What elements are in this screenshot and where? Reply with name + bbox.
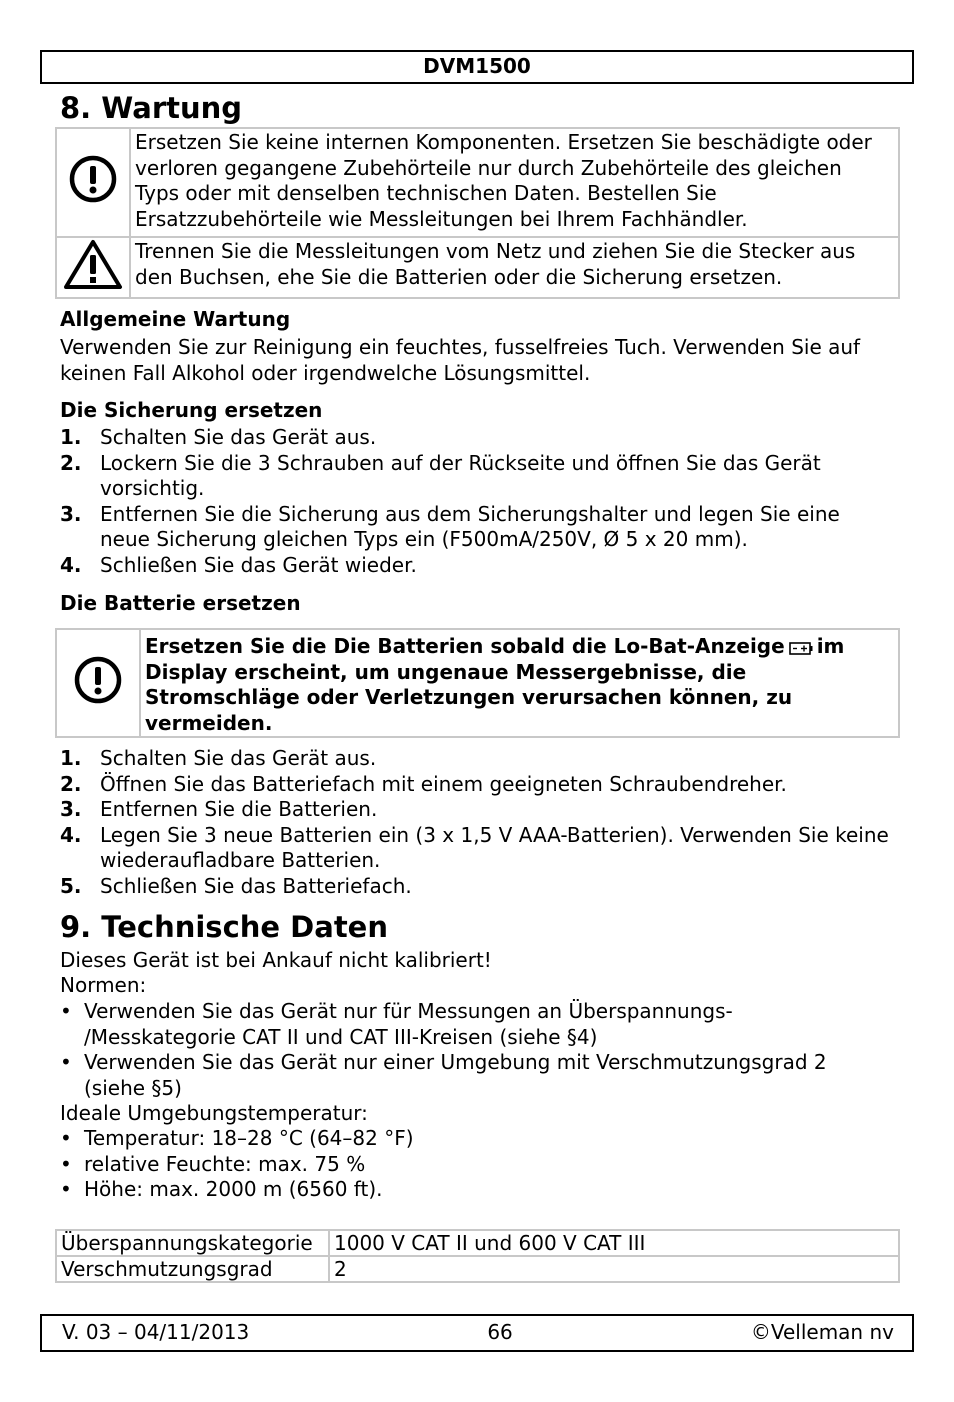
battery-steps (60, 746, 890, 900)
list-item: • Verwenden Sie das Gerät nur einer Umgebung mit Verschmutzungsgrad 2 (siehe §5) (60, 1050, 827, 1100)
list-item (60, 425, 890, 451)
list-item (60, 797, 890, 823)
step-number: 4. (60, 822, 82, 847)
battery-heading: Die Batterie ersetzen (60, 591, 301, 615)
norms-list (60, 999, 875, 1101)
spec-table (55, 1229, 900, 1283)
step-text: Schließen Sie das Batteriefach. (100, 873, 412, 898)
exclamation-circle-icon (68, 154, 118, 204)
calibration-note: Dieses Gerät ist bei Ankauf nicht kalibriert! (60, 948, 492, 972)
list-item (60, 746, 890, 772)
battery-icon (789, 641, 813, 655)
step-number: 2. (60, 771, 82, 796)
notice-text: Trennen Sie die Messleitungen vom Netz und ziehen Sie die Stecker aus den Buchsen, ehe Sie die Batterien oder die Sicherung ersetzen. (130, 237, 899, 298)
step-number: 5. (60, 873, 82, 898)
exclamation-circle-icon (73, 655, 123, 705)
norms-label: Normen: (60, 973, 147, 997)
notice-icon-cell (56, 128, 130, 237)
list-item (60, 772, 890, 798)
table-row (56, 1256, 899, 1282)
list-item (60, 502, 890, 553)
list-item (60, 553, 890, 579)
bullet-text: Temperatur: 18–28 °C (64–82 °F) (84, 1126, 414, 1150)
step-text: Entfernen Sie die Batterien. (100, 797, 378, 822)
footer-version: V. 03 – 04/11/2013 (62, 1320, 250, 1345)
notice-row (56, 237, 899, 298)
notice-text: Ersetzen Sie keine internen Komponenten. Ersetzen Sie beschädigte oder verloren gegangene Zubehörteile nur durch Zubehörteile des gleichen Typs oder mit denselben technischen Daten. Bestellen Sie Ersatzzubehörteile wie Messleitungen bei Ihrem Fachhändler. (130, 128, 899, 237)
notice-row (56, 128, 899, 237)
notice-row (56, 629, 899, 737)
step-text: Schließen Sie das Gerät wieder. (100, 552, 417, 577)
step-text: Schalten Sie das Gerät aus. (100, 425, 377, 449)
section-9-heading: 9. Technische Daten (60, 910, 388, 944)
warning-triangle-icon (62, 238, 124, 290)
step-text: Schalten Sie das Gerät aus. (100, 746, 377, 770)
battery-notice (55, 628, 900, 738)
general-maintenance-text: Verwenden Sie zur Reinigung ein feuchtes, fusselfreies Tuch. Verwenden Sie auf keinen Fall Alkohol oder irgendwelche Lösungsmittel. (60, 335, 861, 385)
notice-text-start: Ersetzen Sie die Die Batterien sobald die Lo-Bat-Anzeige (145, 634, 785, 658)
header-title: DVM1500 (423, 54, 531, 79)
ambient-temp-label: Ideale Umgebungstemperatur: (60, 1101, 368, 1125)
spec-key: Verschmutzungsgrad (56, 1256, 329, 1282)
step-number: 3. (60, 797, 82, 822)
list-item: • Höhe: max. 2000 m (6560 ft). (60, 1177, 383, 1202)
step-number: 2. (60, 450, 82, 475)
bullet-text: relative Feuchte: max. 75 % (84, 1151, 366, 1176)
general-maintenance-heading: Allgemeine Wartung (60, 307, 291, 331)
step-number: 3. (60, 501, 82, 526)
list-item: • Temperatur: 18–28 °C (64–82 °F) (60, 1126, 414, 1150)
list-item: • relative Feuchte: max. 75 % (60, 1151, 366, 1176)
bullet-text: Verwenden Sie das Gerät nur für Messungen an Überspannungs- /Messkategorie CAT II und CAT III-Kreisen (siehe §4) (84, 999, 733, 1049)
spec-value: 1000 V CAT II und 600 V CAT III (329, 1230, 899, 1256)
document-footer (40, 1314, 914, 1352)
notice-icon-cell (56, 629, 140, 737)
step-text: Entfernen Sie die Sicherung aus dem Sicherungshalter und legen Sie eine neue Sicherung gleichen Typs ein (F500mA/250V, Ø 5 x 20 mm). (100, 501, 840, 552)
bullet-text: Verwenden Sie das Gerät nur einer Umgebung mit Verschmutzungsgrad 2 (siehe §5) (84, 1050, 827, 1100)
section-8-heading: 8. Wartung (60, 91, 243, 125)
fuse-steps (60, 425, 890, 579)
list-item (60, 823, 890, 874)
step-text: Legen Sie 3 neue Batterien ein (3 x 1,5 V AAA-Batterien). Verwenden Sie keine wiederaufladbare Batterien. (100, 822, 889, 873)
table-row (56, 1230, 899, 1256)
step-number: 1. (60, 746, 82, 770)
notice-icon-cell (56, 237, 130, 298)
footer-page-number: 66 (487, 1320, 513, 1345)
fuse-heading: Die Sicherung ersetzen (60, 398, 323, 422)
list-item (60, 451, 890, 502)
spec-value: 2 (329, 1256, 899, 1282)
footer-copyright: ©Velleman nv (750, 1320, 894, 1345)
document-header (40, 50, 914, 84)
step-text: Öffnen Sie das Batteriefach mit einem geeigneten Schraubendreher. (100, 771, 787, 796)
notice-text-end: im Display erscheint, um ungenaue Messergebnisse, die Stromschläge oder Verletzungen verursachen können, zu vermeiden. (145, 634, 845, 735)
environment-list (60, 1126, 890, 1203)
list-item (60, 874, 890, 900)
notice-text (140, 629, 899, 737)
bullet-text: Höhe: max. 2000 m (6560 ft). (84, 1177, 383, 1202)
step-number: 4. (60, 552, 82, 577)
spec-key: Überspannungskategorie (56, 1230, 329, 1256)
step-number: 1. (60, 425, 82, 449)
maintenance-notices (55, 127, 900, 299)
list-item: • Verwenden Sie das Gerät nur für Messungen an Überspannungs- /Messkategorie CAT II und CAT III-Kreisen (siehe §4) (60, 999, 733, 1049)
step-text: Lockern Sie die 3 Schrauben auf der Rückseite und öffnen Sie das Gerät vorsichtig. (100, 450, 821, 501)
